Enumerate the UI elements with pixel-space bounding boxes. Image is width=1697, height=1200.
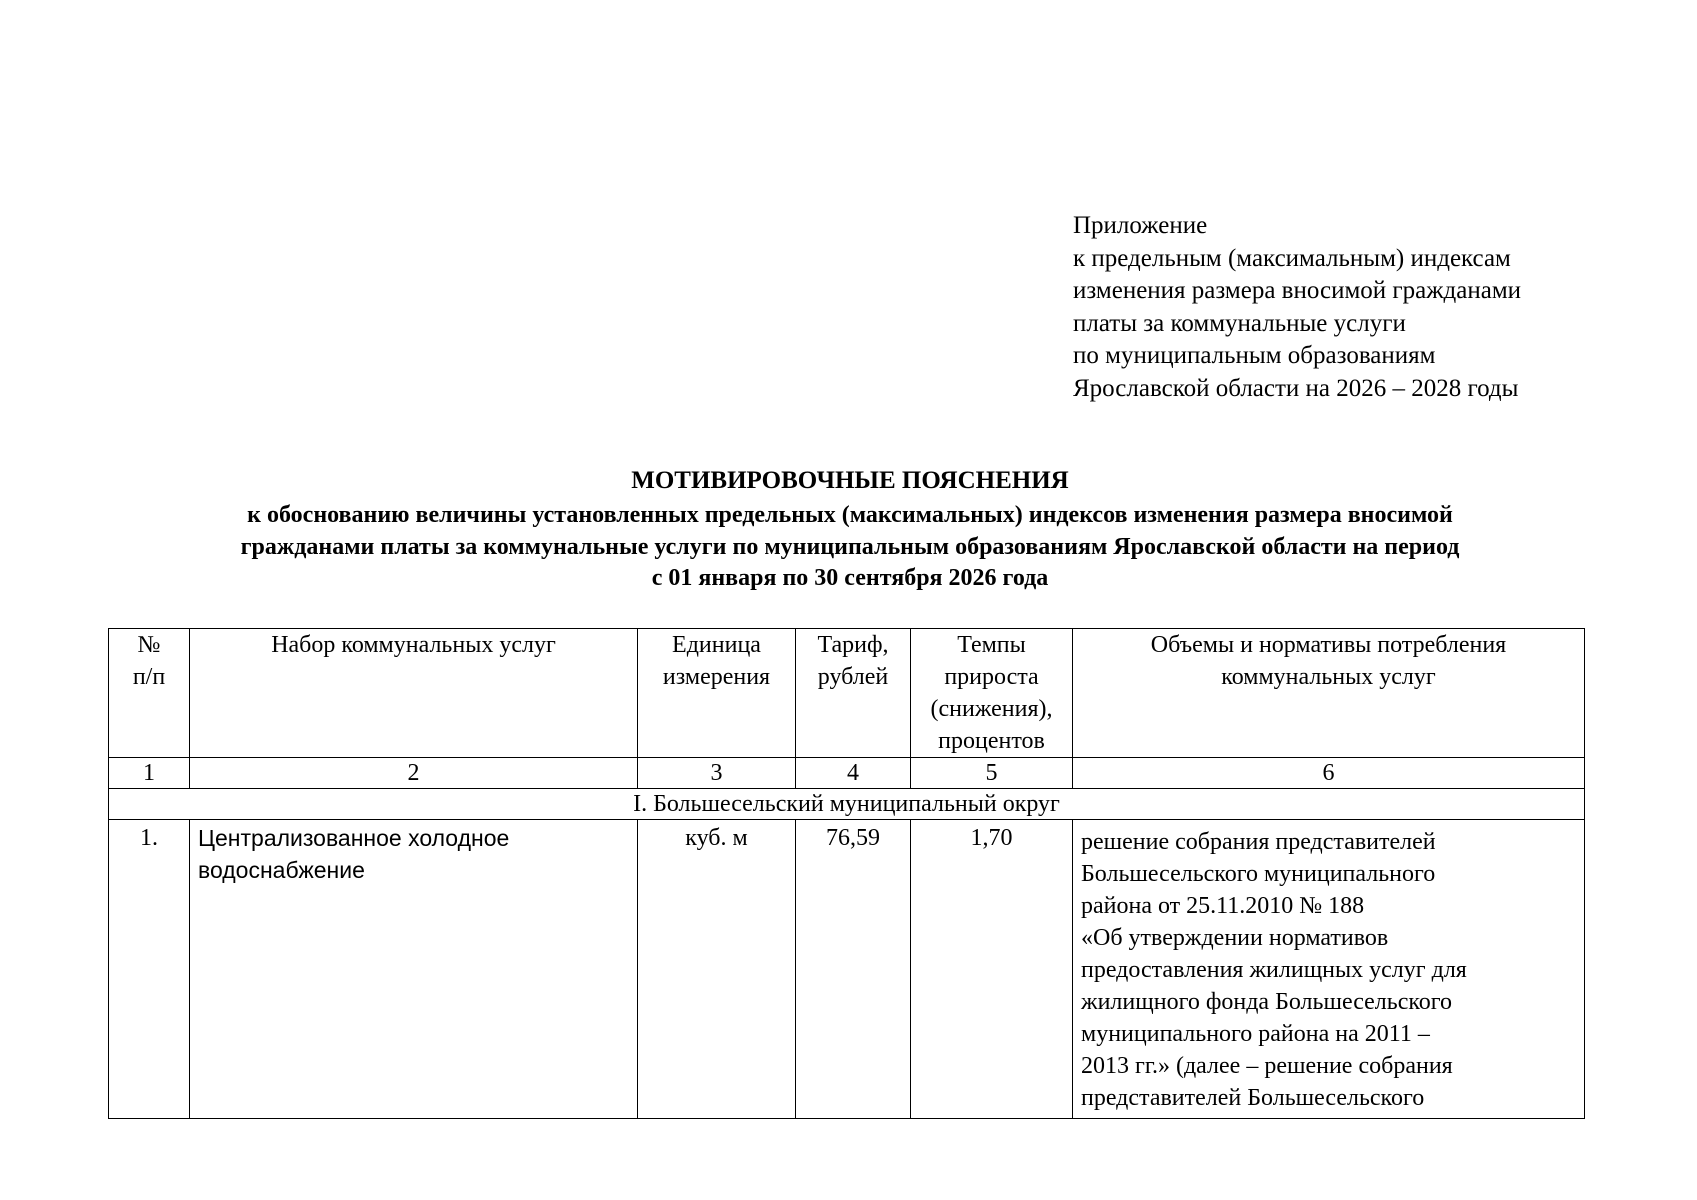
header-volumes: Объемы и нормативы потребления коммунальных услуг bbox=[1073, 629, 1585, 758]
appendix-line: по муниципальным образованиям bbox=[1073, 342, 1436, 369]
section-heading: I. Большесельский муниципальный округ bbox=[109, 789, 1585, 820]
subtitle-line: к обоснованию величины установленных предельных (максимальных) индексов изменения размера вносимой bbox=[247, 502, 1453, 528]
document-subtitle bbox=[100, 500, 1600, 595]
header-number: № п/п bbox=[109, 629, 190, 758]
header-row bbox=[109, 629, 1585, 758]
row-growth-rate: 1,70 bbox=[911, 820, 1073, 1119]
header-service: Набор коммунальных услуг bbox=[190, 629, 638, 758]
row-tariff: 76,59 bbox=[796, 820, 911, 1119]
appendix-line: Ярославской области на 2026 – 2028 годы bbox=[1073, 374, 1519, 402]
column-number-row bbox=[109, 758, 1585, 789]
document-title: МОТИВИРОВОЧНЫЕ ПОЯСНЕНИЯ bbox=[631, 467, 1069, 494]
column-number: 2 bbox=[190, 758, 638, 789]
header-growth-rate: Темпы прироста (снижения), процентов bbox=[911, 629, 1073, 758]
subtitle-line: гражданами платы за коммунальные услуги по муниципальным образованиям Ярославской области на период bbox=[240, 533, 1460, 560]
row-number: 1. bbox=[109, 820, 190, 1119]
appendix-note bbox=[1073, 210, 1521, 405]
column-number: 5 bbox=[911, 758, 1073, 789]
table-row bbox=[109, 820, 1585, 1119]
column-number: 3 bbox=[638, 758, 796, 789]
column-number: 6 bbox=[1073, 758, 1585, 789]
row-unit: куб. м bbox=[638, 820, 796, 1119]
appendix-line: Приложение bbox=[1073, 212, 1208, 239]
row-basis: решение собрания представителей Большесельского муниципального района от 25.11.2010 № 188 «Об утверждении нормативов предоставления жилищных услуг для жилищного фонда Большесельского муниципального района на 2011 – 2013 гг.» (далее – решение собрания представителей Большесельского bbox=[1073, 820, 1585, 1119]
appendix-line: платы за коммунальные услуги bbox=[1073, 309, 1406, 337]
column-number: 1 bbox=[109, 758, 190, 789]
header-tariff: Тариф, рублей bbox=[796, 629, 911, 758]
appendix-line: изменения размера вносимой гражданами bbox=[1073, 277, 1522, 304]
tariff-table bbox=[108, 628, 1585, 1119]
column-number: 4 bbox=[796, 758, 911, 789]
section-row bbox=[109, 789, 1585, 820]
header-unit: Единица измерения bbox=[638, 629, 796, 758]
subtitle-line: с 01 января по 30 сентября 2026 года bbox=[651, 565, 1049, 591]
row-service: Централизованное холодное водоснабжение bbox=[190, 820, 638, 1119]
appendix-line: к предельным (максимальным) индексам bbox=[1073, 244, 1511, 272]
